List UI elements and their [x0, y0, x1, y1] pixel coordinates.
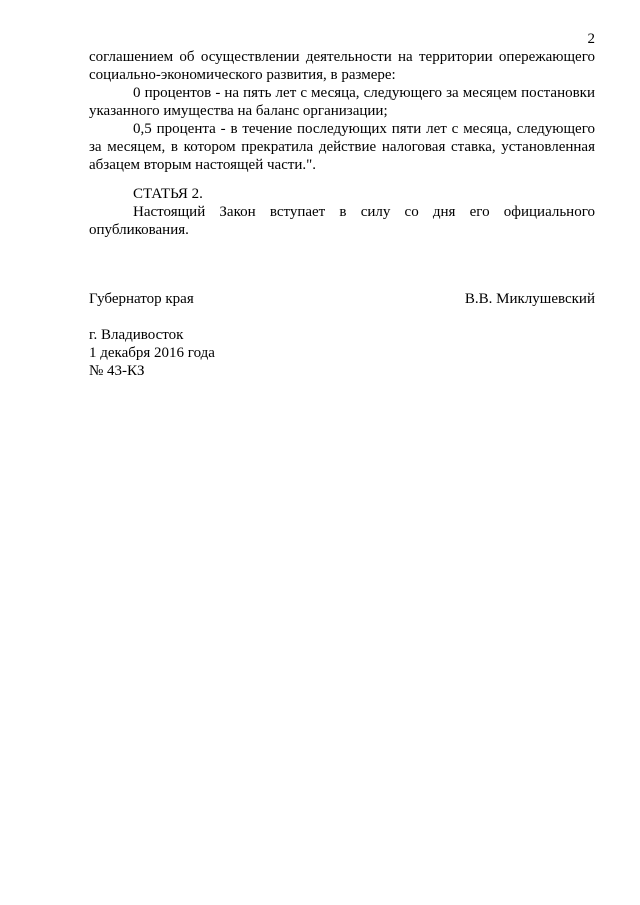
paragraph-zero-percent: 0 процентов - на пять лет с месяца, следующего за месяцем постановки указанного имущества на баланс организации;	[89, 85, 595, 119]
signatory-position: Губернатор края	[89, 291, 194, 307]
signature-block	[89, 290, 595, 308]
paragraph-intro: соглашением об осуществлении деятельности на территории опережающего социально-экономического развития, в размере:	[89, 49, 595, 83]
article-1-continuation	[89, 48, 595, 174]
signatory-name: В.В. Миклушевский	[464, 291, 595, 307]
article-2-heading: СТАТЬЯ 2.	[133, 186, 203, 202]
paragraph-half-percent: 0,5 процента - в течение последующих пяти лет с месяца, следующего за месяцем, в котором прекратила действие налоговая ставка, установленная абзацем вторым настоящей части.".	[89, 121, 595, 173]
article-2	[89, 185, 595, 239]
document-footer	[89, 326, 215, 380]
footer-city: г. Владивосток	[89, 327, 184, 343]
article-2-text: Настоящий Закон вступает в силу со дня его официального опубликования.	[89, 204, 595, 238]
page-number: 2	[587, 31, 595, 47]
footer-law-number: № 43-КЗ	[89, 363, 145, 379]
footer-date: 1 декабря 2016 года	[89, 345, 215, 361]
